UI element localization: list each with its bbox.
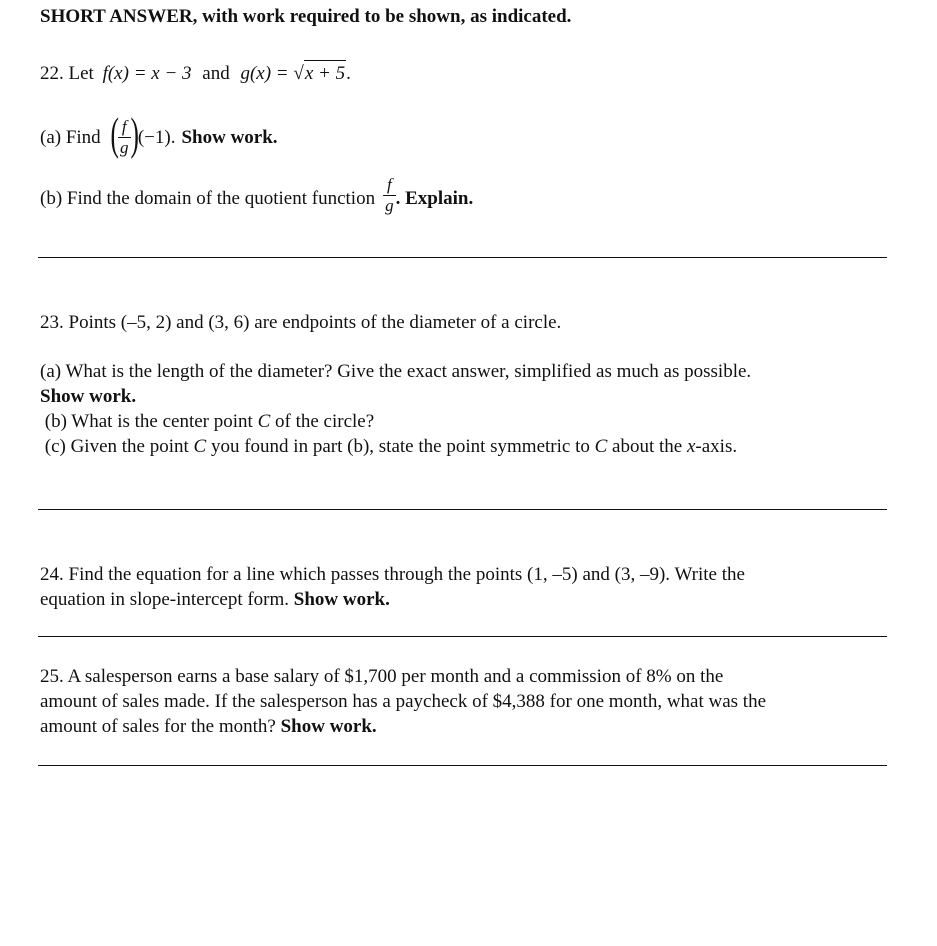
- b-pre: (b) What is the center point: [40, 411, 258, 432]
- var-c-1: C: [193, 436, 207, 457]
- question-23c: [40, 434, 737, 459]
- divider-3: [38, 636, 887, 637]
- and-text: and: [202, 63, 230, 84]
- question-22b: [40, 176, 473, 232]
- question-22-stem: [40, 60, 351, 86]
- question-25-line2: amount of sales made. If the salesperson has a paycheck of $4,388 for one month, what was the: [40, 691, 767, 712]
- right-paren: ): [129, 108, 139, 159]
- divider-4: [38, 765, 887, 766]
- part-b-label: (b) Find the domain of the quotient function: [40, 188, 376, 209]
- show-work-label: Show work.: [280, 716, 377, 737]
- c-mid: you found in part (b), state the point symmetric to: [206, 436, 595, 457]
- divider-1: [38, 257, 887, 258]
- divider-2: [38, 509, 887, 510]
- question-22a: [40, 108, 278, 162]
- section-header: SHORT ANSWER, with work required to be shown, as indicated.: [40, 6, 572, 27]
- radicand: x + 5: [304, 60, 346, 86]
- b-post: of the circle?: [270, 411, 375, 432]
- question-23a-show-work: Show work.: [40, 386, 137, 407]
- var-c-2: C: [594, 436, 608, 457]
- numerator: f: [121, 116, 127, 136]
- part-a-label: (a) Find: [40, 126, 101, 148]
- argument: (−1).: [137, 126, 176, 148]
- q24-line2-text: equation in slope-intercept form.: [40, 589, 294, 610]
- show-work-label: Show work.: [181, 126, 278, 148]
- question-25-line1: 25. A salesperson earns a base salary of $1,700 per month and a commission of 8% on the: [40, 666, 724, 687]
- f-definition: f(x) = x − 3: [102, 63, 192, 84]
- c-end: -axis.: [695, 436, 738, 457]
- var-x: x: [686, 436, 696, 457]
- question-number: 22.: [40, 63, 64, 84]
- c-about: about the: [607, 436, 687, 457]
- fraction-f-over-g-b: [383, 176, 396, 215]
- numerator: f: [386, 175, 392, 194]
- let-text: Let: [68, 63, 94, 84]
- var-c: C: [257, 411, 271, 432]
- explain-label: . Explain.: [395, 188, 474, 209]
- q25-line3-text: amount of sales for the month?: [40, 716, 281, 737]
- g-definition: g(x) =: [240, 63, 289, 84]
- question-24-line2: [40, 587, 390, 612]
- question-23b: [40, 409, 374, 434]
- question-25-line3: [40, 714, 377, 739]
- sqrt-expression: √x + 5: [293, 60, 346, 86]
- question-23-stem: 23. Points (–5, 2) and (3, 6) are endpoints of the diameter of a circle.: [40, 312, 562, 333]
- period: .: [346, 63, 351, 84]
- denominator: g: [120, 137, 129, 157]
- denominator: g: [385, 196, 394, 215]
- question-24-line1: 24. Find the equation for a line which passes through the points (1, –5) and (3, –9). Write the: [40, 564, 745, 585]
- fraction-f-over-g: [118, 118, 131, 157]
- c-pre: (c) Given the point: [40, 436, 194, 457]
- show-work-label: Show work.: [293, 589, 390, 610]
- question-23a: (a) What is the length of the diameter? Give the exact answer, simplified as much as possible.: [40, 361, 752, 382]
- left-paren: (: [110, 108, 119, 159]
